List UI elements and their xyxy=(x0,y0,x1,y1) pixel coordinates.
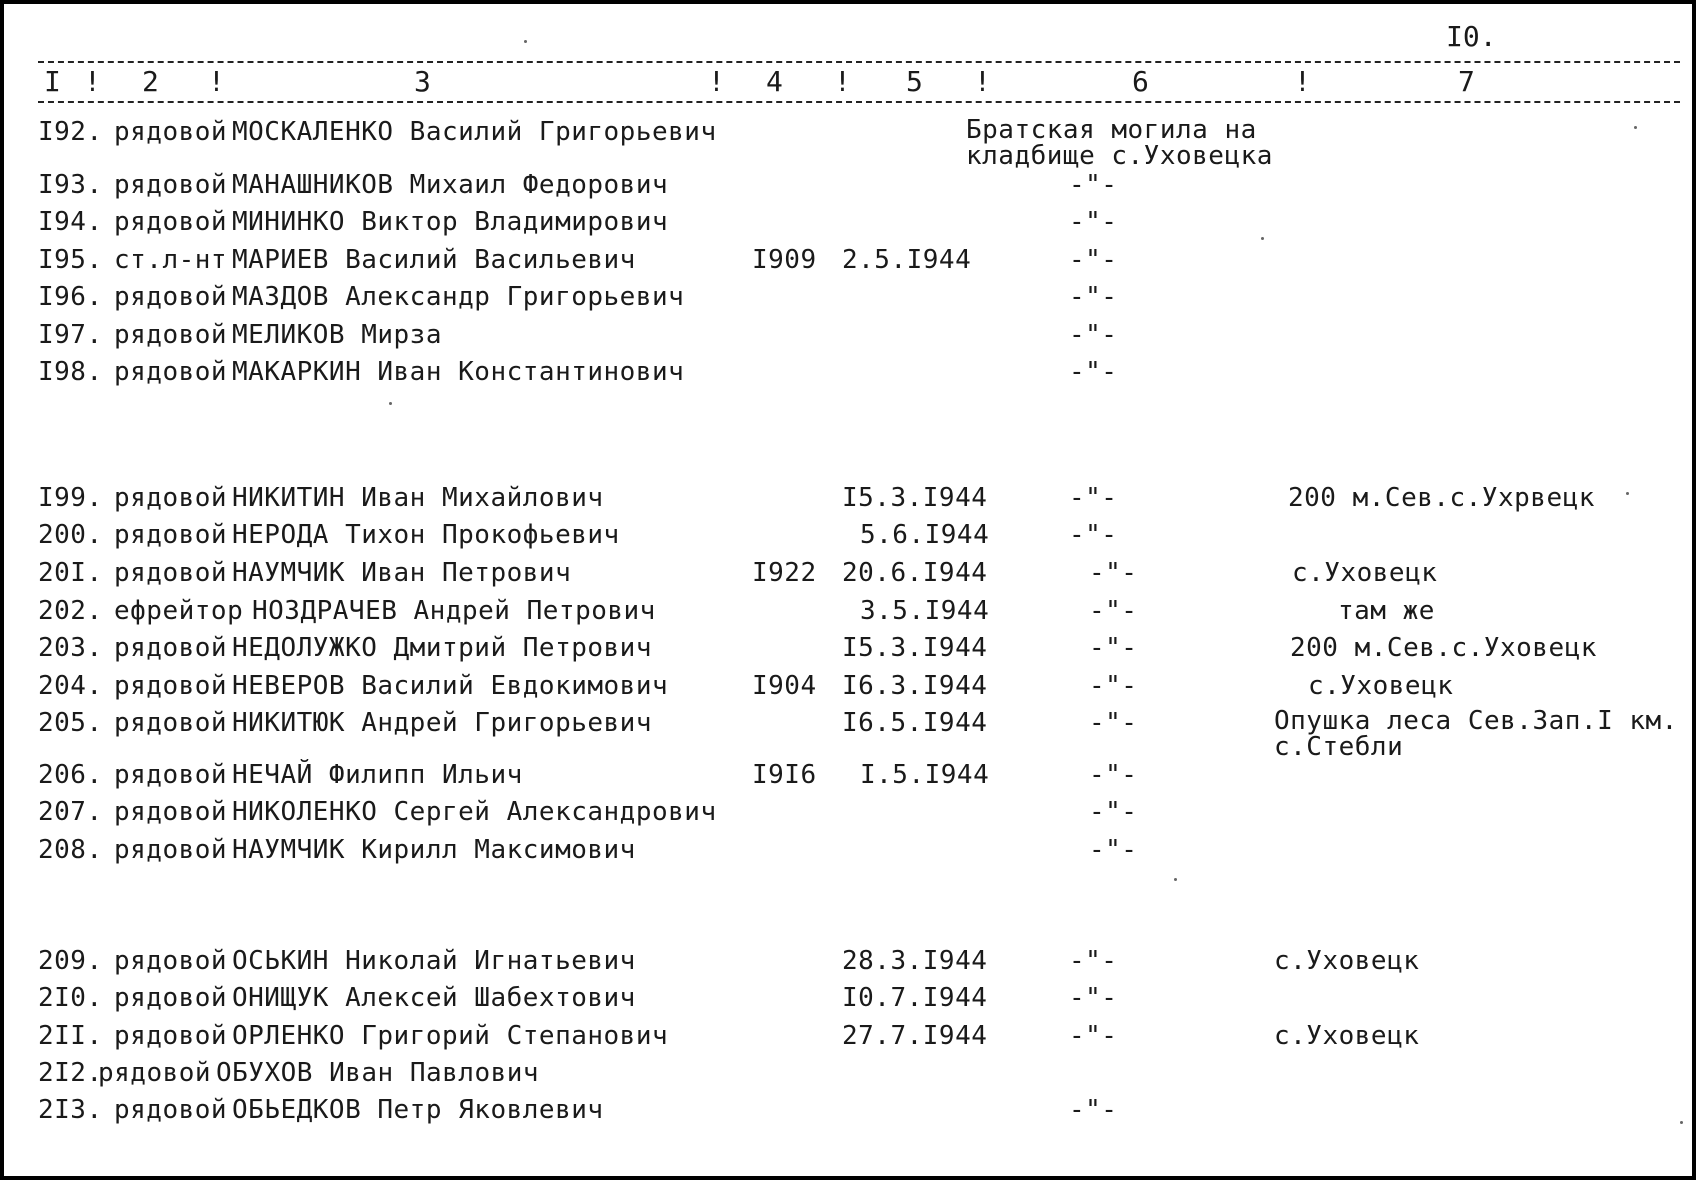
row-number: 2I0. xyxy=(38,983,103,1013)
burial-place: -"- xyxy=(1089,708,1138,738)
burial-place: -"- xyxy=(1089,596,1138,626)
death-date: I5.3.I944 xyxy=(842,633,988,663)
rank: ефрейтор xyxy=(114,596,244,626)
column-header-3: 3 xyxy=(414,65,431,98)
rank: рядовой xyxy=(114,1095,228,1125)
table-row xyxy=(4,835,1692,869)
rank: рядовой xyxy=(114,207,228,237)
column-separator: ! xyxy=(834,65,851,98)
person-name: НИКИТЮК Андрей Григорьевич xyxy=(232,708,652,738)
burial-place: -"- xyxy=(1069,357,1118,387)
death-date: 27.7.I944 xyxy=(842,1021,988,1051)
death-date: I6.3.I944 xyxy=(842,671,988,701)
table-row xyxy=(4,483,1692,517)
death-date: I5.3.I944 xyxy=(842,483,988,513)
rank: рядовой xyxy=(114,117,228,147)
table-row xyxy=(4,760,1692,794)
row-number: 208. xyxy=(38,835,103,865)
burial-place: Братская могила на кладбище с.Уховецка xyxy=(966,115,1273,171)
row-number: 206. xyxy=(38,760,103,790)
table-row xyxy=(4,320,1692,354)
person-name: МЕЛИКОВ Мирза xyxy=(232,320,442,350)
rank: рядовой xyxy=(98,1058,212,1088)
rank: рядовой xyxy=(114,983,228,1013)
person-name: МАРИЕВ Василий Васильевич xyxy=(232,245,636,275)
burial-place: -"- xyxy=(1069,483,1118,513)
row-number: 2II. xyxy=(38,1021,103,1051)
row-number: 203. xyxy=(38,633,103,663)
column-header-4: 4 xyxy=(766,65,783,98)
person-name: НЕЧАЙ Филипп Ильич xyxy=(232,760,523,790)
column-header-1: I xyxy=(44,65,61,98)
person-name: ОНИЩУК Алексей Шабехтович xyxy=(232,983,636,1013)
burial-place: -"- xyxy=(1069,207,1118,237)
row-number: 204. xyxy=(38,671,103,701)
person-name: НИКИТИН Иван Михайлович xyxy=(232,483,604,513)
person-name: МОСКАЛЕНКО Василий Григорьевич xyxy=(232,117,717,147)
row-number: 209. xyxy=(38,946,103,976)
burial-place: -"- xyxy=(1069,1021,1118,1051)
burial-place: -"- xyxy=(1069,282,1118,312)
person-name: МИНИНКО Виктор Владимирович xyxy=(232,207,669,237)
person-name: ОСЬКИН Николай Игнатьевич xyxy=(232,946,636,976)
rank: рядовой xyxy=(114,633,228,663)
table-row xyxy=(4,1058,1692,1092)
burial-place: -"- xyxy=(1069,1095,1118,1125)
birth-year: I922 xyxy=(752,558,817,588)
person-name: НАУМЧИК Иван Петрович xyxy=(232,558,572,588)
person-name: НЕДОЛУЖКО Дмитрий Петрович xyxy=(232,633,652,663)
death-date: I0.7.I944 xyxy=(842,983,988,1013)
table-row xyxy=(4,1021,1692,1055)
birth-year: I909 xyxy=(752,245,817,275)
death-date: 2.5.I944 xyxy=(842,245,972,275)
birth-year: I9I6 xyxy=(752,760,817,790)
person-name: НАУМЧИК Кирилл Максимович xyxy=(232,835,636,865)
row-number: I92. xyxy=(38,117,103,147)
row-number: 20I. xyxy=(38,558,103,588)
rank: рядовой xyxy=(114,558,228,588)
burial-place: -"- xyxy=(1089,797,1138,827)
column-header-5: 5 xyxy=(906,65,923,98)
person-name: МАНАШНИКОВ Михаил Федорович xyxy=(232,170,669,200)
burial-place: -"- xyxy=(1089,835,1138,865)
row-number: 2I3. xyxy=(38,1095,103,1125)
table-row xyxy=(4,596,1692,630)
person-name: НЕВЕРОВ Василий Евдокимович xyxy=(232,671,669,701)
rank: рядовой xyxy=(114,708,228,738)
table-row xyxy=(4,797,1692,831)
column-header-7: 7 xyxy=(1458,65,1475,98)
burial-place: -"- xyxy=(1089,633,1138,663)
row-number: I93. xyxy=(38,170,103,200)
death-date: I6.5.I944 xyxy=(842,708,988,738)
rank: рядовой xyxy=(114,520,228,550)
row-number: I99. xyxy=(38,483,103,513)
column-separator: ! xyxy=(974,65,991,98)
death-date: 28.3.I944 xyxy=(842,946,988,976)
scan-speck xyxy=(1174,878,1177,881)
scan-speck xyxy=(524,40,527,43)
column-separator: ! xyxy=(1294,65,1311,98)
header-rule-bottom xyxy=(38,101,1680,103)
row-number: 200. xyxy=(38,520,103,550)
rank: рядовой xyxy=(114,1021,228,1051)
table-row xyxy=(4,207,1692,241)
page-number: I0. xyxy=(1446,20,1497,53)
person-name: НОЗДРАЧЕВ Андрей Петрович xyxy=(252,596,656,626)
rank: рядовой xyxy=(114,760,228,790)
burial-location: с.Уховецк xyxy=(1274,1021,1420,1051)
table-row xyxy=(4,946,1692,980)
table-row xyxy=(4,983,1692,1017)
person-name: МАКАРКИН Иван Константинович xyxy=(232,357,685,387)
table-row xyxy=(4,633,1692,667)
table-row xyxy=(4,1095,1692,1129)
table-row xyxy=(4,245,1692,279)
column-separator: ! xyxy=(208,65,225,98)
burial-location: с.Уховецк xyxy=(1274,946,1420,976)
burial-place: -"- xyxy=(1069,946,1118,976)
column-header-2: 2 xyxy=(142,65,159,98)
person-name: ОБЬЕДКОВ Петр Яковлевич xyxy=(232,1095,604,1125)
row-number: I94. xyxy=(38,207,103,237)
burial-place: -"- xyxy=(1069,320,1118,350)
burial-place: -"- xyxy=(1089,760,1138,790)
header-rule-top xyxy=(38,61,1680,63)
burial-location: с.Уховецк xyxy=(1292,558,1438,588)
row-number: I95. xyxy=(38,245,103,275)
table-row xyxy=(4,558,1692,592)
column-separator: ! xyxy=(708,65,725,98)
row-number: I97. xyxy=(38,320,103,350)
person-name: НЕРОДА Тихон Прокофьевич xyxy=(232,520,620,550)
row-number: I96. xyxy=(38,282,103,312)
row-number: 2I2. xyxy=(38,1058,103,1088)
burial-location: там же xyxy=(1338,596,1435,626)
burial-place: -"- xyxy=(1069,983,1118,1013)
death-date: 3.5.I944 xyxy=(860,596,990,626)
rank: рядовой xyxy=(114,282,228,312)
burial-location: Опушка леса Сев.Зап.I км. с.Стебли xyxy=(1274,706,1678,762)
burial-place: -"- xyxy=(1089,671,1138,701)
rank: рядовой xyxy=(114,797,228,827)
scan-speck xyxy=(1680,1121,1683,1124)
burial-place: -"- xyxy=(1069,170,1118,200)
rank: рядовой xyxy=(114,170,228,200)
table-row xyxy=(4,671,1692,705)
column-separator: ! xyxy=(84,65,101,98)
table-row xyxy=(4,115,1692,171)
rank: рядовой xyxy=(114,483,228,513)
table-row xyxy=(4,282,1692,316)
row-number: 207. xyxy=(38,797,103,827)
rank: рядовой xyxy=(114,320,228,350)
scan-speck xyxy=(389,402,392,405)
burial-location: 200 м.Сев.с.Ухрвецк xyxy=(1288,483,1595,513)
person-name: НИКОЛЕНКО Сергей Александрович xyxy=(232,797,717,827)
burial-place: -"- xyxy=(1069,520,1118,550)
burial-place: -"- xyxy=(1089,558,1138,588)
person-name: МАЗДОВ Александр Григорьевич xyxy=(232,282,685,312)
table-row xyxy=(4,170,1692,204)
table-row xyxy=(4,520,1692,554)
row-number: 205. xyxy=(38,708,103,738)
burial-place: -"- xyxy=(1069,245,1118,275)
person-name: ОРЛЕНКО Григорий Степанович xyxy=(232,1021,669,1051)
person-name: ОБУХОВ Иван Павлович xyxy=(216,1058,540,1088)
birth-year: I904 xyxy=(752,671,817,701)
column-header-6: 6 xyxy=(1132,65,1149,98)
rank: ст.л-нт xyxy=(114,245,228,275)
scan-speck xyxy=(1626,492,1629,495)
rank: рядовой xyxy=(114,835,228,865)
death-date: 5.6.I944 xyxy=(860,520,990,550)
scan-speck xyxy=(1634,126,1637,129)
rank: рядовой xyxy=(114,357,228,387)
row-number: I98. xyxy=(38,357,103,387)
table-row xyxy=(4,706,1692,762)
scan-speck xyxy=(1261,237,1264,240)
death-date: 20.6.I944 xyxy=(842,558,988,588)
table-row xyxy=(4,357,1692,391)
rank: рядовой xyxy=(114,671,228,701)
burial-location: 200 м.Сев.с.Уховецк xyxy=(1290,633,1597,663)
burial-location: с.Уховецк xyxy=(1308,671,1454,701)
rank: рядовой xyxy=(114,946,228,976)
death-date: I.5.I944 xyxy=(860,760,990,790)
row-number: 202. xyxy=(38,596,103,626)
